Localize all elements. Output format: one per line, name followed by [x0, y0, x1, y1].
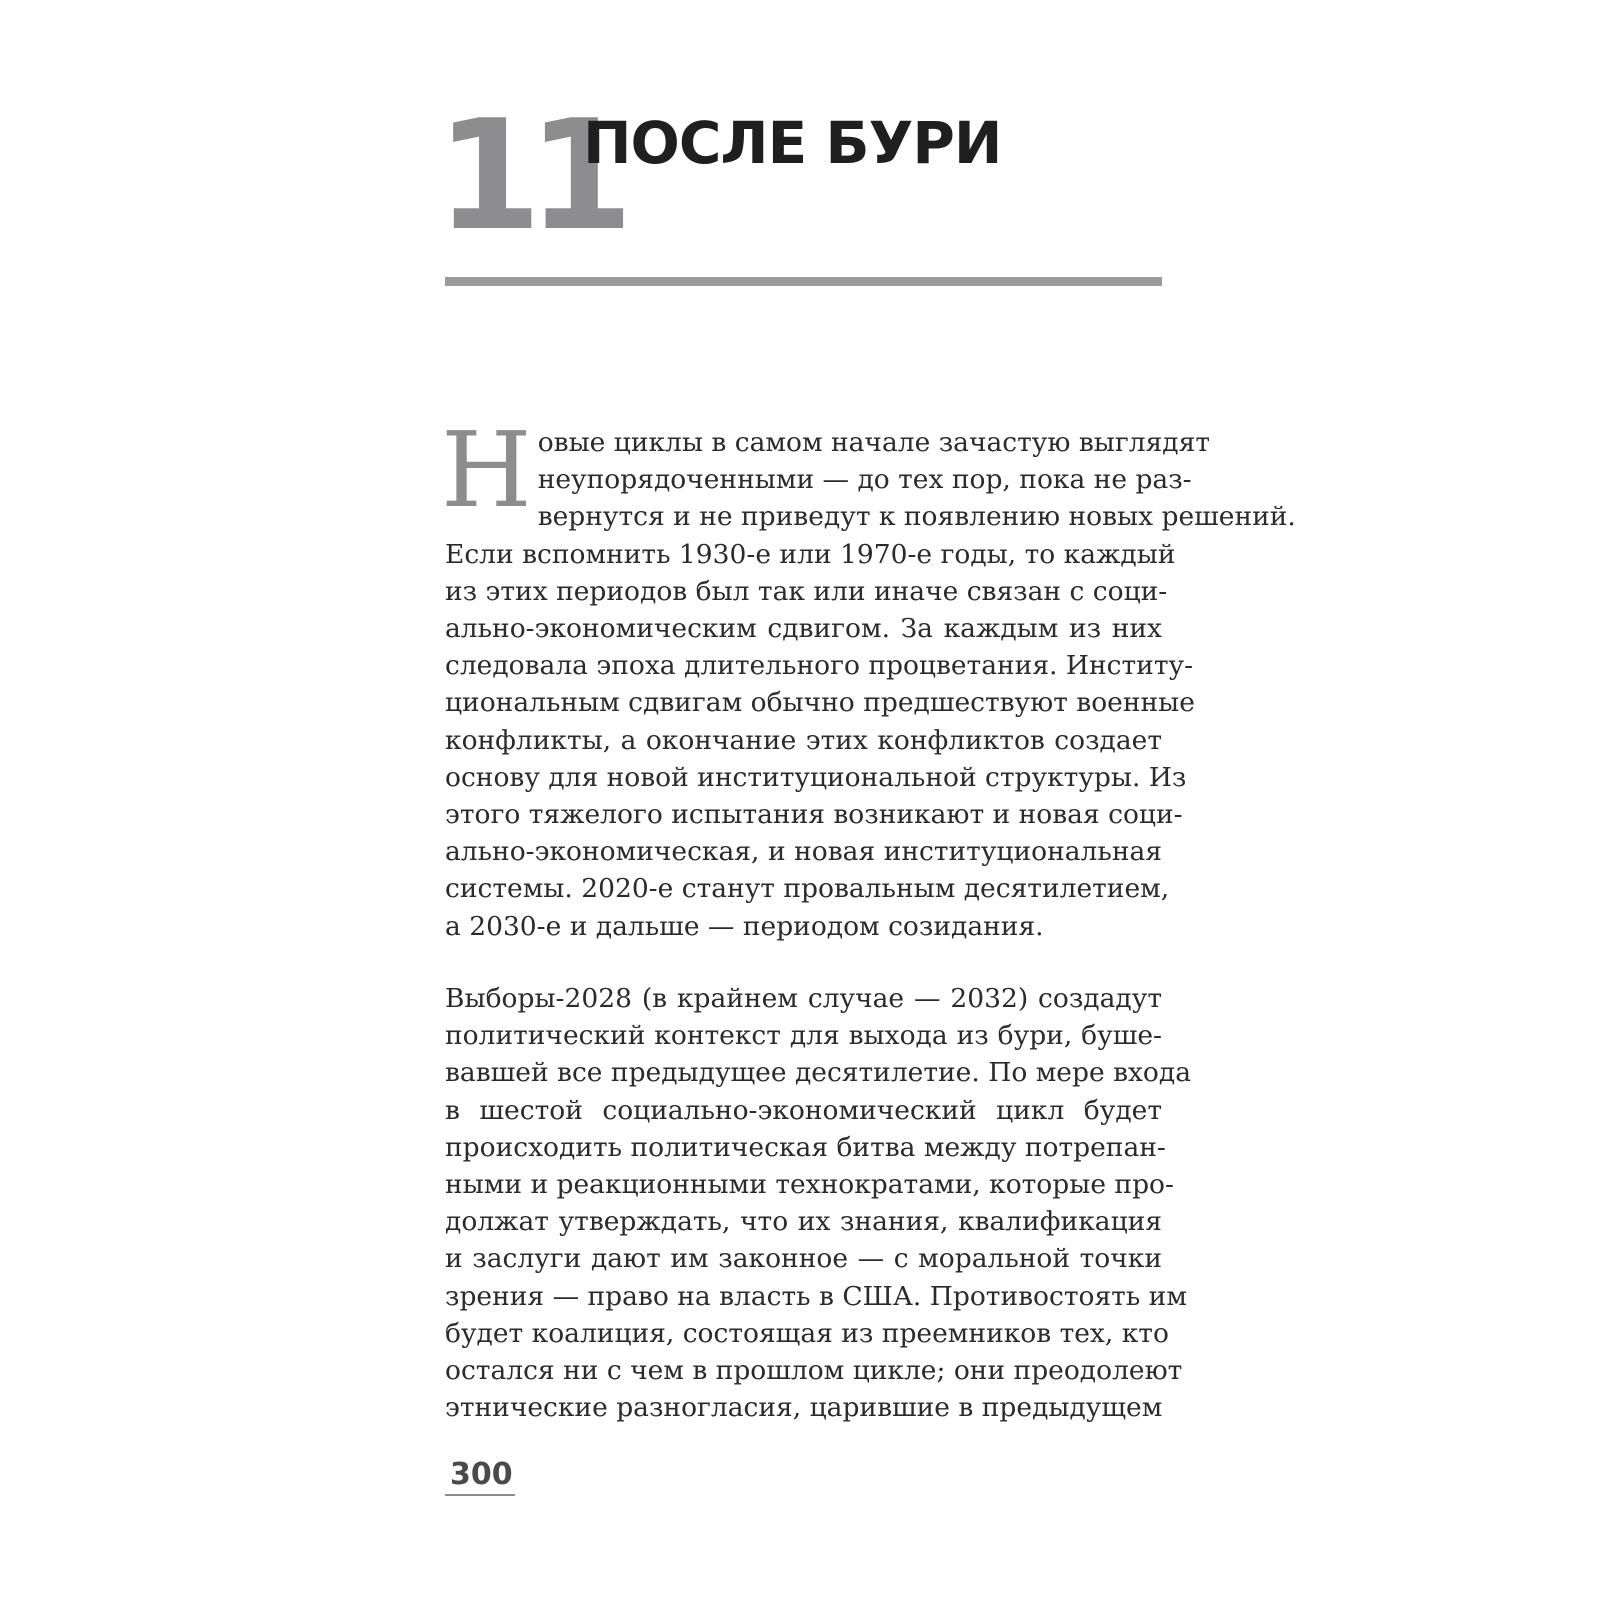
text-line: этнические разногласия, царившие в предыдущем	[445, 1392, 1163, 1424]
text-line: Если вспомнить 1930-е или 1970-е годы, то каждый	[445, 538, 1176, 570]
text-line: ально-экономическая, и новая институциональная	[445, 836, 1162, 868]
page-number: 300	[450, 1457, 513, 1492]
text-line: основу для новой институциональной структуры. Из	[445, 761, 1187, 793]
text-line: системы. 2020-е станут провальным десятилетием,	[445, 873, 1170, 905]
paragraph-1	[441, 409, 1296, 945]
page-number-underline	[445, 1494, 515, 1496]
text-line: овые циклы в самом начале зачастую выглядят	[537, 427, 1210, 458]
text-line: а 2030-е и дальше — периодом созидания.	[445, 910, 1044, 942]
text-line: вернутся и не приведут к появлению новых решений.	[537, 501, 1296, 533]
chapter-title: ПОСЛЕ БУРИ	[583, 109, 1002, 177]
text-line: вавшей все предыдущее десятилетие. По мере входа	[445, 1057, 1191, 1089]
text-line: Выборы-2028 (в крайнем случае — 2032) создадут	[445, 983, 1162, 1014]
text-line: и заслуги дают им законное — с моральной точки	[445, 1243, 1162, 1275]
drop-cap: Н	[441, 409, 532, 531]
text-line: ально-экономическим сдвигом. За каждым из них	[445, 613, 1162, 645]
text-line: будет коалиция, состоящая из преемников тех, кто	[445, 1317, 1169, 1349]
text-line: из этих периодов был так или иначе связан с соци-	[445, 575, 1168, 607]
text-line: остался ни с чем в прошлом цикле; они преодолеют	[445, 1355, 1183, 1387]
text-line: этого тяжелого испытания возникают и новая соци-	[445, 799, 1183, 831]
text-line: конфликты, а окончание этих конфликтов создает	[445, 724, 1162, 756]
chapter-number: 11	[436, 87, 620, 264]
text-line: неупорядоченными — до тех пор, пока не раз-	[537, 464, 1192, 496]
text-line: ными и реакционными технократами, которые про-	[445, 1169, 1174, 1201]
text-line: политический контекст для выхода из бури, буше-	[445, 1020, 1162, 1052]
text-line: следовала эпоха длительного процветания. Институ-	[445, 650, 1194, 682]
text-line: циональным сдвигам обычно предшествуют военные	[445, 687, 1195, 719]
text-line: в шестой социально-экономический цикл будет	[445, 1094, 1162, 1126]
text-line: должат утверждать, что их знания, квалификация	[445, 1206, 1162, 1238]
paragraph-2	[445, 980, 1191, 1426]
text-line: происходить политическая битва между потрепан-	[445, 1131, 1166, 1163]
chapter-divider	[445, 277, 1162, 286]
text-line: зрения — право на власть в США. Противостоять им	[445, 1280, 1187, 1312]
